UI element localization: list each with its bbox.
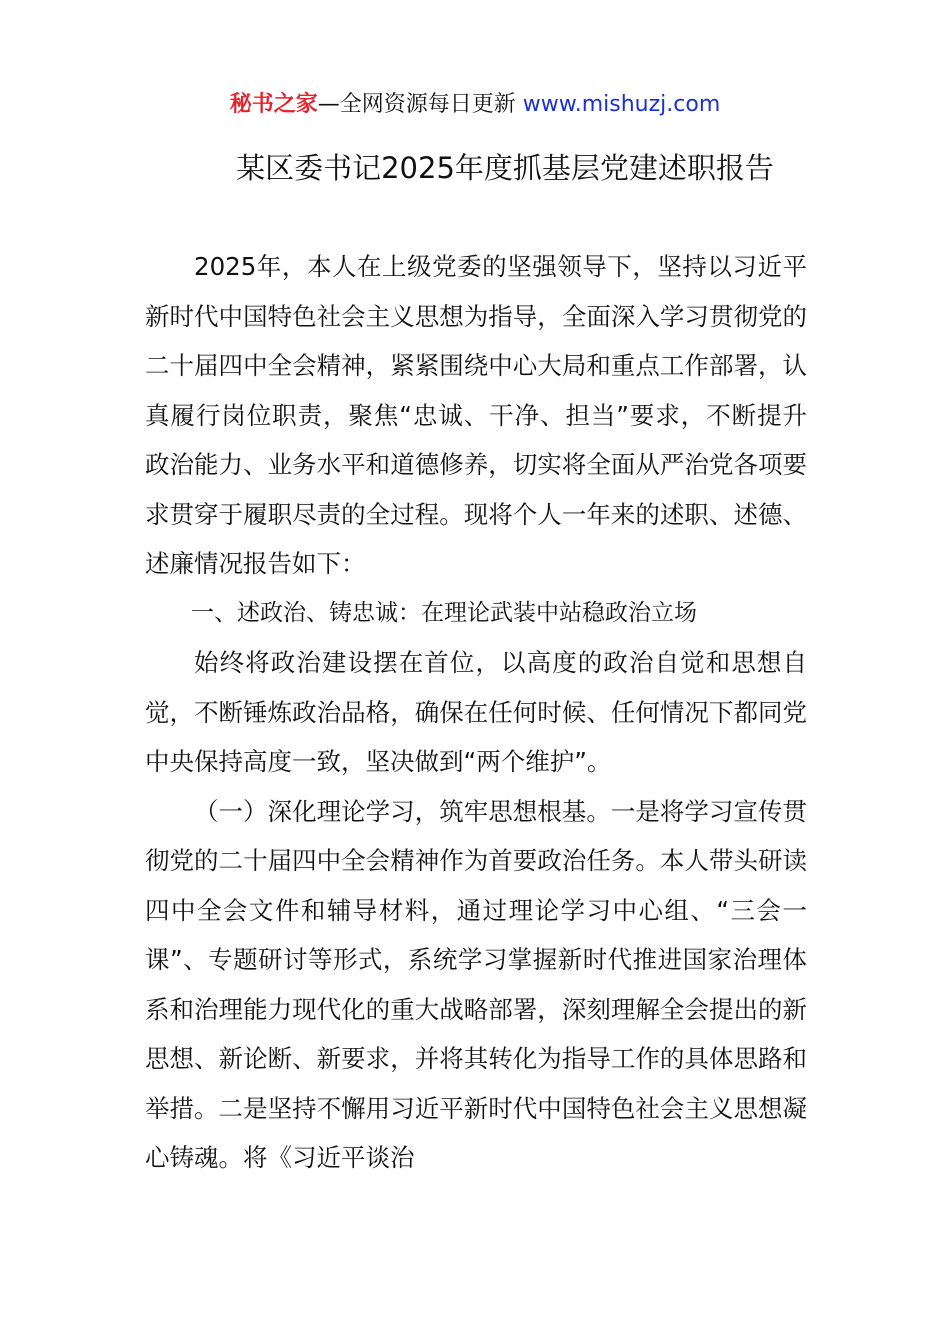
section-1-intro: 始终将政治建设摆在首位，以高度的政治自觉和思想自觉，不断锤炼政治品格，确保在任何时候、任何情况下都同党中央保持高度一致，坚决做到“两个维护”。: [145, 648, 807, 776]
section-heading-1: 一、述政治、铸忠诚：在理论武装中站稳政治立场: [191, 599, 697, 626]
brand-name: 秘书之家: [229, 92, 318, 117]
header-tagline: —全网资源每日更新: [317, 92, 516, 117]
section-1-sub-1: （一）深化理论学习，筑牢思想根基。一是将学习宣传贯彻党的二十届四中全会精神作为首要政治任务。本人带头研读四中全会文件和辅导材料，通过理论学习中心组、“三会一课”、专题研讨等形式，系统学习掌握新时代推进国家治理体系和治理能力现代化的重大战略部署，深刻理解全会提出的新思想、新论断、新要求，并将其转化为指导工作的具体思路和举措。二是坚持不懈用习近平新时代中国特色社会主义思想凝心铸魂。将《习近平谈治: [145, 796, 807, 1172]
document-body: [145, 242, 807, 1183]
intro-paragraph: 2025年，本人在上级党委的坚强领导下，坚持以习近平新时代中国特色社会主义思想为指导，全面深入学习贯彻党的二十届四中全会精神，紧紧围绕中心大局和重点工作部署，认真履行岗位职责，聚焦“忠诚、干净、担当”要求，不断提升政治能力、业务水平和道德修养，切实将全面从严治党各项要求贯穿于履职尽责的全过程。现将个人一年来的述职、述德、述廉情况报告如下：: [145, 252, 807, 578]
header-url[interactable]: www.mishuzj.com: [522, 92, 721, 117]
page-header: [0, 88, 950, 122]
document-title: 某区委书记2025年度抓基层党建述职报告: [236, 151, 774, 185]
